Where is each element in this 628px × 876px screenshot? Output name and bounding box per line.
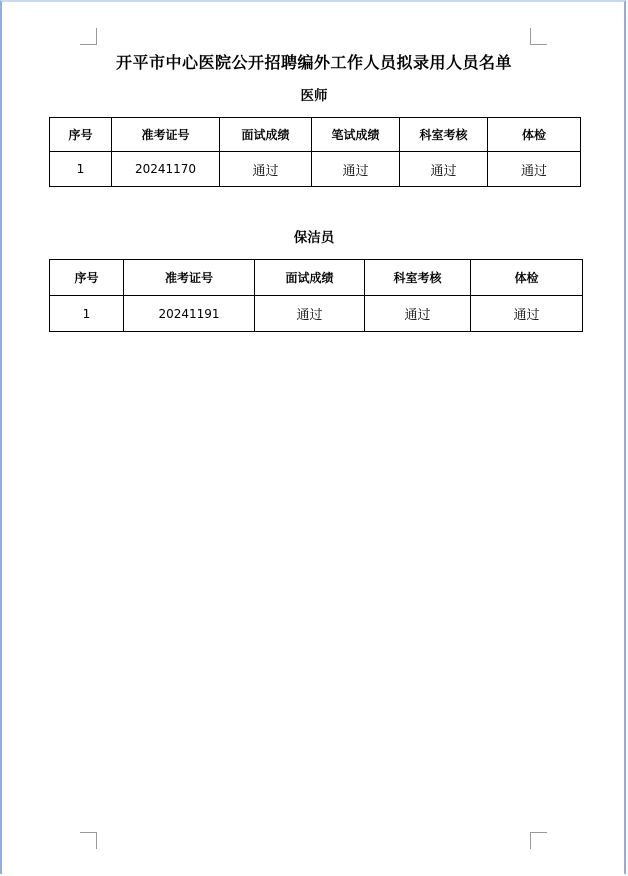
header-cell: 序号 (50, 118, 112, 152)
cleaner-table (49, 259, 583, 332)
cell-exam-number: 20241191 (124, 296, 255, 332)
header-cell: 准考证号 (124, 260, 255, 296)
header-cell: 科室考核 (400, 118, 488, 152)
cell-interview-result: 通过 (255, 296, 365, 332)
cell-serial: 1 (50, 296, 124, 332)
header-cell: 科室考核 (365, 260, 471, 296)
cell-written-result: 通过 (312, 152, 400, 187)
table-header-row (50, 260, 583, 296)
document-title: 开平市中心医院公开招聘编外工作人员拟录用人员名单 (115, 53, 512, 72)
margin-corner-top-right (530, 28, 547, 45)
table-row (50, 152, 581, 187)
section-title-doctor: 医师 (300, 88, 328, 104)
header-cell: 笔试成绩 (312, 118, 400, 152)
margin-corner-bottom-left (80, 832, 97, 849)
cell-medical-exam: 通过 (488, 152, 581, 187)
cell-exam-number: 20241170 (112, 152, 220, 187)
margin-corner-top-left (80, 28, 97, 45)
header-cell: 准考证号 (112, 118, 220, 152)
cell-serial: 1 (50, 152, 112, 187)
table-row (50, 296, 583, 332)
header-cell: 序号 (50, 260, 124, 296)
cell-department-assessment: 通过 (365, 296, 471, 332)
header-cell: 面试成绩 (255, 260, 365, 296)
table-header-row (50, 118, 581, 152)
section-title-cleaner: 保洁员 (293, 230, 335, 246)
cell-medical-exam: 通过 (471, 296, 583, 332)
header-cell: 面试成绩 (220, 118, 312, 152)
header-cell: 体检 (488, 118, 581, 152)
cell-interview-result: 通过 (220, 152, 312, 187)
cell-department-assessment: 通过 (400, 152, 488, 187)
doctor-table (49, 117, 581, 187)
header-cell: 体检 (471, 260, 583, 296)
margin-corner-bottom-right (530, 832, 547, 849)
